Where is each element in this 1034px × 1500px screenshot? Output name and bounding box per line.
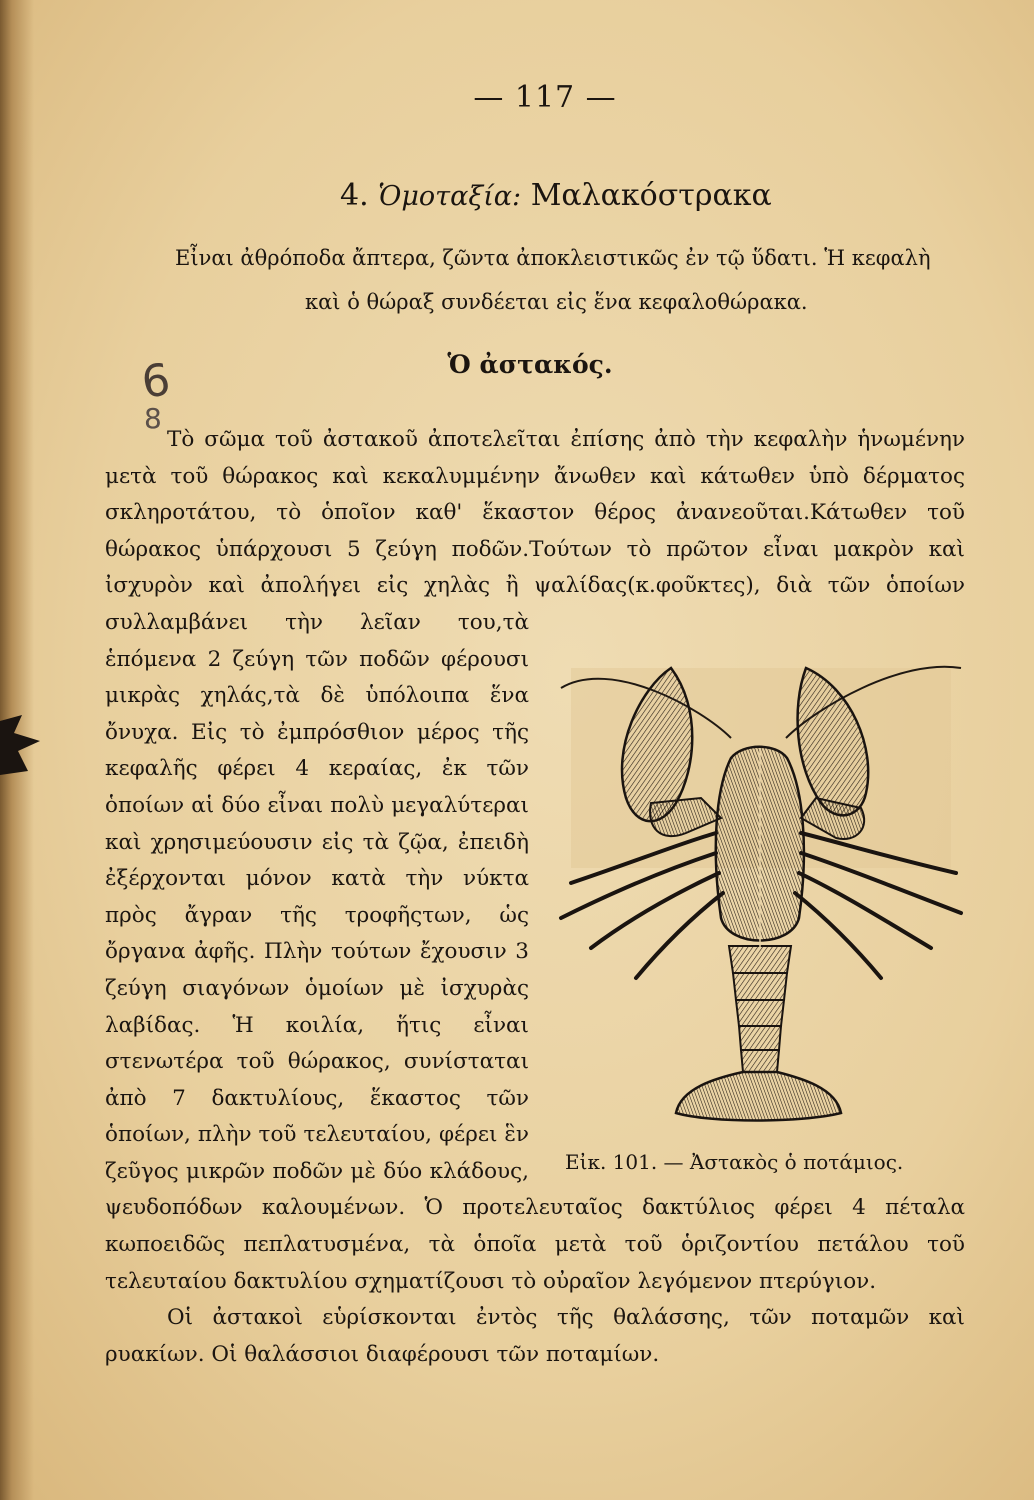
section-label: Ὁμοταξία: xyxy=(378,181,522,212)
page-number: — 117 — xyxy=(473,80,617,115)
section-number: 4. xyxy=(340,178,369,213)
article-title: Ὁ ἀστακός. xyxy=(447,350,613,379)
paragraph-1-text: Τὸ σῶμα τοῦ ἀστακοῦ ἀποτελεῖται ἐπίσης ἀπὸ τὴν κεφαλὴν ἡνωμένην μετὰ τοῦ θώρακος καὶ κεκαλυμμένην ἄνωθεν καὶ κάτωθεν ὑπὸ δέρματος σκληροτάτου, τὸ ὁποῖον καθ' ἕκαστον θέρος ἀνανεοῦται.Κάτωθεν τοῦ θώρακος ὑπάρχουσι 5 ζεύγη ποδῶν.Τούτων τὸ πρῶτον εἶναι μακρὸν καὶ ἰσχυρὸν καὶ ἀπολήγει εἰς χηλὰς ἢ ψαλίδας(κ.φοῦκτες), διὰ τῶν ὁποίων συλλαμβάνει τὴν λεῖαν του,τὰ ἑπόμενα 2 ζεύγη τῶν ποδῶν φέρουσι μικρὰς χηλάς,τὰ δὲ ὑπόλοιπα ἕνα ὄνυχα. Εἰς τὸ ἐμπρόσθιον μέρος τῆς κεφαλῆς φέρει 4 κεραίας, ἐκ τῶν ὁποίων αἱ δύο εἶναι πολὺ μεγαλύτεραι καὶ χρησιμεύουσιν εἰς τὰ ζῷα, ἐπειδὴ ἐξέρχονται μόνον κατὰ τὴν νύκτα πρὸς ἄγραν τῆς τροφῆςτων, ὡς ὄργανα ἀφῆς. Πλὴν τούτων ἔχουσιν 3 ζεύγη σιαγόνων ὁμοίων μὲ ἰσχυρὰς λαβίδας. Ἡ κοιλία, ἥτις εἶναι στενωτέρα τοῦ θώρακος, συνίσταται ἀπὸ 7 δακτυλίους, ἕκαστος τῶν ὁποίων, πλὴν τοῦ τελευταίου, φέρει ἓν ζεῦγος μικρῶν ποδῶν μὲ δύο κλάδους, ψευδοπόδων καλουμένων. Ὁ προτελευταῖος δακτύλιος φέρει 4 πέταλα κωποειδῶς πεπλατυσμένα, τὰ ὁποῖα μετὰ τοῦ ὁριζοντίου πετάλου τοῦ τελευταίου δακτυλίου σχηματίζουσι τὸ οὐραῖον λεγόμενον πτερύγιον. xyxy=(105,427,965,1294)
section-heading xyxy=(340,178,940,213)
figure-caption: Εἰκ. 101. — Ἀστακὸς ὁ ποτάμιος. xyxy=(565,1150,904,1174)
lobster-illustration xyxy=(551,628,971,1098)
paragraph-habitat: Οἱ ἀστακοὶ εὑρίσκονται ἐντὸς τῆς θαλάσσης, τῶν ποταμῶν καὶ ρυακίων. Οἱ θαλάσσιοι διαφέρουσι τῶν ποταμίων. xyxy=(105,1305,965,1367)
intro-line-1: Εἶναι ἀθρόποδα ἄπτερα, ζῶντα ἀποκλειστικῶς ἐν τῷ ὕδατι. Ἡ κεφαλὴ xyxy=(175,246,931,270)
intro-text xyxy=(100,236,980,324)
pencil-mark-8: 8 xyxy=(144,402,162,435)
page-tear-mark xyxy=(0,715,44,775)
section-name: Μαλακόστρακα xyxy=(530,178,772,213)
pencil-mark-6: 6 xyxy=(138,354,174,409)
intro-line-2: καὶ ὁ θώραξ συνδέεται εἰς ἕνα κεφαλοθώρακα. xyxy=(305,290,808,314)
lobster-engraving xyxy=(551,628,971,1128)
